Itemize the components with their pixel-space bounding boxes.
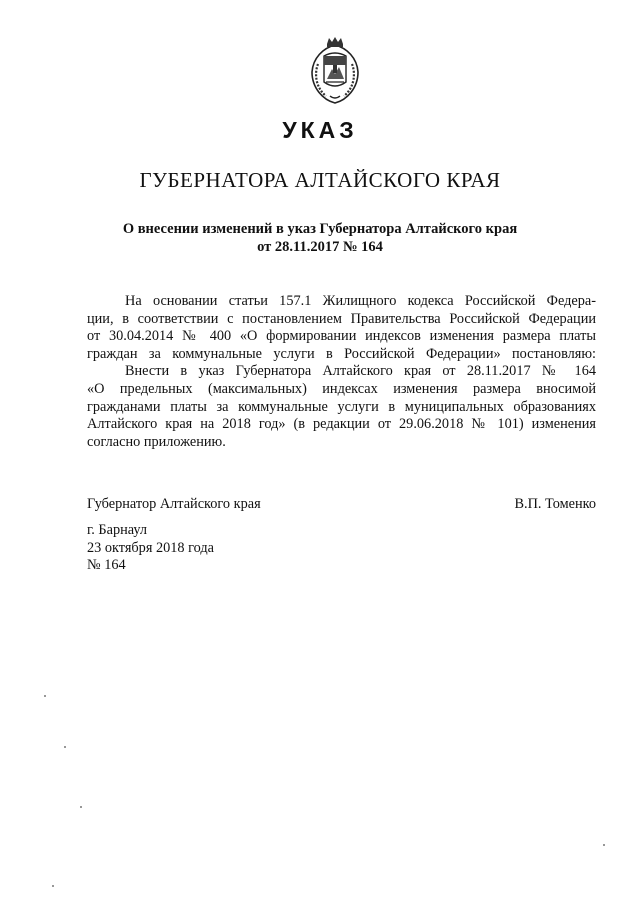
body-line: На основании статьи 157.1 Жилищного кодекса Российской Федера- bbox=[125, 293, 596, 309]
body-line: Алтайского края на 2018 год» (в редакции от 29.06.2018 № 101) изменения bbox=[87, 416, 596, 433]
signatory-name: В.П. Томенко bbox=[514, 496, 596, 512]
scan-artifact bbox=[64, 746, 66, 748]
scan-artifact bbox=[603, 844, 605, 846]
body-line: граждан за коммунальные услуги в Российской Федерации» постановляю: bbox=[87, 345, 596, 362]
scan-artifact bbox=[44, 695, 46, 697]
subject-line: от 28.11.2017 № 164 bbox=[257, 239, 383, 255]
issuer-title: ГУБЕРНАТОРА АЛТАЙСКОГО КРАЯ bbox=[139, 168, 501, 192]
scan-artifact bbox=[80, 806, 82, 808]
body-line: «О предельных (максимальных) индексах изменения размера вносимой bbox=[87, 380, 596, 397]
scan-artifact bbox=[52, 885, 54, 887]
issue-details bbox=[87, 522, 214, 575]
altai-krai-coat-of-arms-icon bbox=[304, 36, 366, 106]
document-subject bbox=[0, 220, 640, 256]
body-line: Внести в указ Губернатора Алтайского края от 28.11.2017 № 164 bbox=[125, 363, 596, 380]
document-type-title: УКАЗ bbox=[282, 117, 358, 143]
document-number: № 164 bbox=[87, 557, 126, 574]
issue-place: г. Барнаул bbox=[87, 522, 148, 538]
body-line: гражданами платы за коммунальные услуги в муниципальных образованиях bbox=[87, 398, 596, 415]
body-line: ции, в соответствии с постановлением Правительства Российской Федерации bbox=[87, 310, 596, 327]
subject-line: О внесении изменений в указ Губернатора Алтайского края bbox=[122, 221, 518, 237]
body-line: согласно приложению. bbox=[87, 433, 226, 450]
issue-date: 23 октября 2018 года bbox=[87, 539, 215, 556]
document-body bbox=[87, 293, 596, 451]
signatory-position: Губернатор Алтайского края bbox=[87, 496, 261, 512]
body-line: от 30.04.2014 № 400 «О формировании индексов изменения размера платы bbox=[87, 328, 596, 345]
